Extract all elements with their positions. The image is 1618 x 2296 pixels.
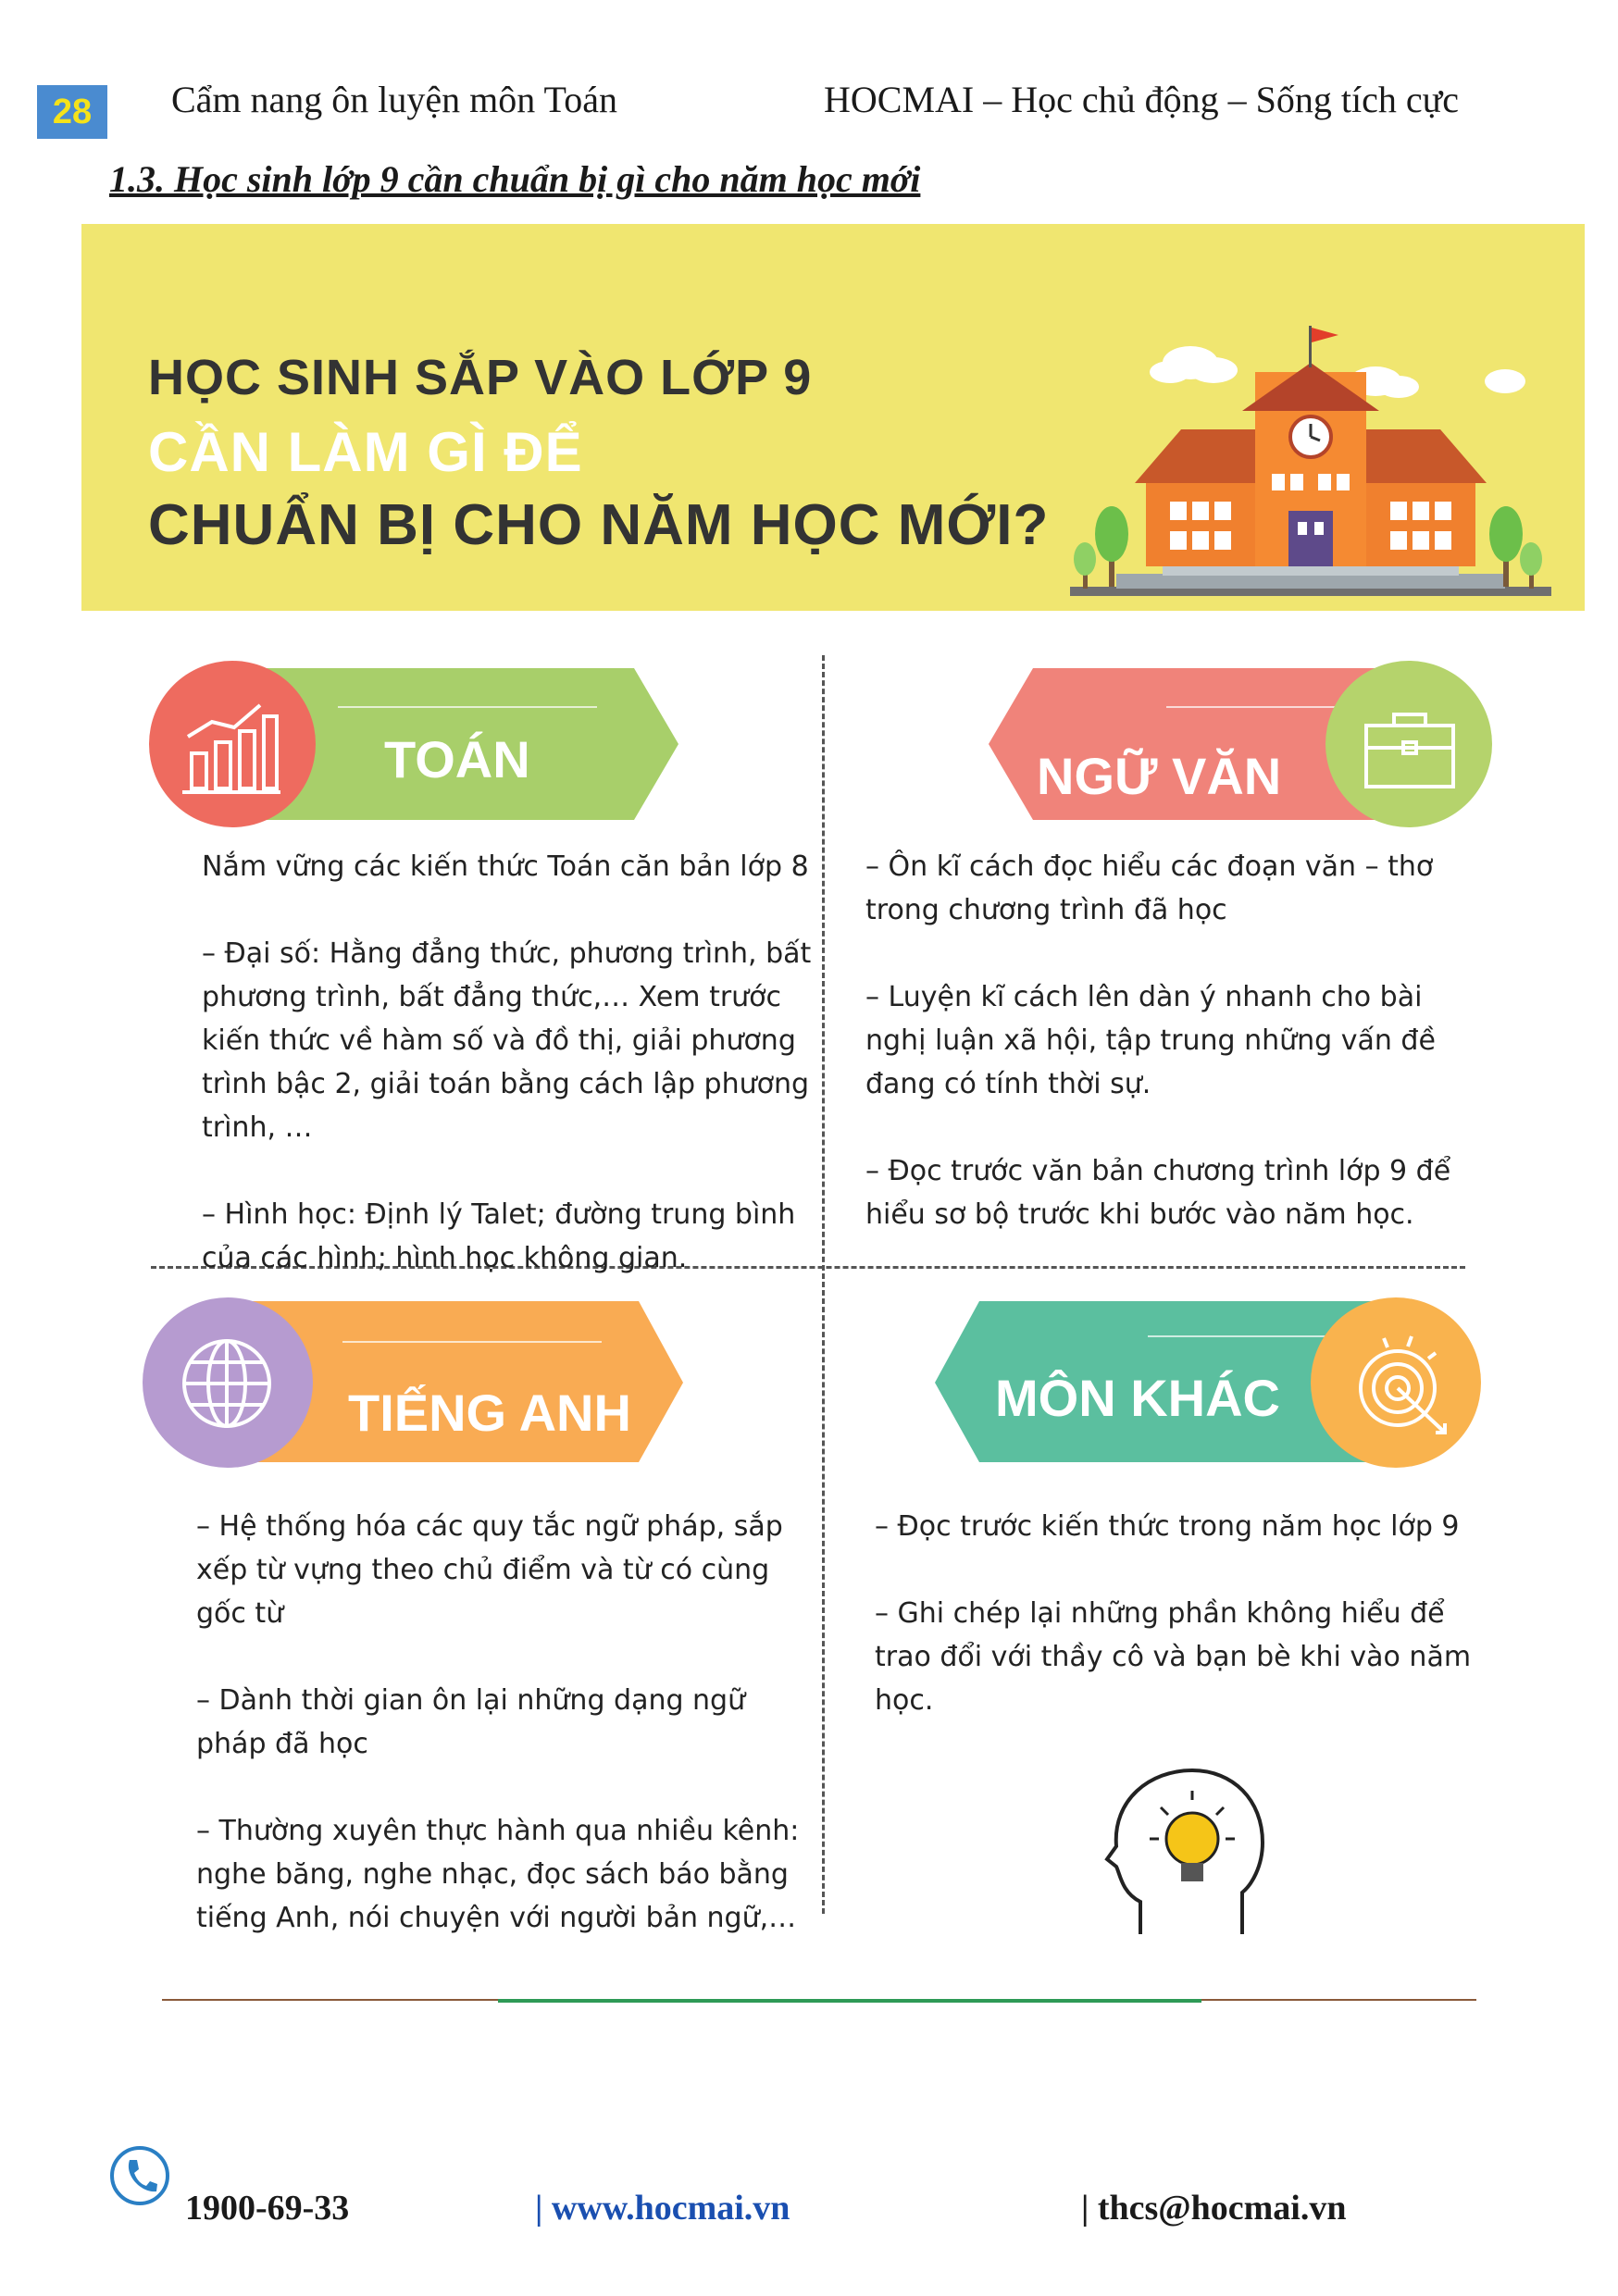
briefcase-icon [1359,703,1461,796]
section-title: 1.3. Học sinh lớp 9 cần chuẩn bị gì cho năm học mới [109,158,921,200]
banner-line-2: CẦN LÀM GÌ ĐỂ [148,421,583,483]
mon-khac-label: MÔN KHÁC [995,1369,1280,1427]
ngu-van-label: NGỮ VĂN [1037,747,1282,805]
tieng-anh-label: TIẾNG ANH [348,1384,631,1442]
tieng-anh-text: – Hệ thống hóa các quy tắc ngữ pháp, sắp xếp từ vựng theo chủ điểm và từ có cùng gốc từ – Dành thời gian ôn lại những dạng ngữ pháp đã học – Thường xuyên thực hành qua nhiều kênh: nghe băng, nghe nhạc, đọc sách báo bằng tiếng Anh, nói chuyện với người bản ngữ,… [196,1510,800,1934]
school-building-icon [1061,326,1561,603]
ngu-van-text: – Ôn kĩ cách đọc hiểu các đoạn văn – thơ trong chương trình đã học – Luyện kĩ cách lên dàn ý nhanh cho bài nghị luận xã hội, tập trung những vấn đề đang có tính thời sự. – Đọc trước văn bản chương trình lớp 9 để hiểu sơ bộ trước khi bước vào năm học. [865,850,1451,1231]
head-lightbulb-icon [1103,1763,1270,1939]
toan-text: Nắm vững các kiến thức Toán căn bản lớp 8 – Đại số: Hằng đẳng thức, phương trình, bất phương trình, bất đẳng thức,… Xem trước kiến thức về hàm số và đồ thị, giải phương trình bậc 2, giải toán bằng cách lập phương trình, … – Hình học: Định lý Talet; đường trung bình của các hình; hình học không gian. [202,850,812,1274]
footer-phone: 1900-69-33 [185,2189,350,2228]
vertical-divider [822,655,825,1914]
banner [81,224,1585,611]
banner-line-1: HỌC SINH SẮP VÀO LỚP 9 [148,350,813,405]
phone-icon [109,2145,170,2206]
footer-email[interactable]: | thcs@hocmai.vn [1081,2189,1347,2228]
header-left-title: Cẩm nang ôn luyện môn Toán [171,79,617,120]
toan-label: TOÁN [384,730,530,788]
footer-rule-accent [498,1999,1201,2003]
target-icon [1347,1333,1458,1444]
page-number: 28 [37,85,107,139]
bar-chart-icon [180,696,282,798]
header-right-title: HOCMAI – Học chủ động – Sống tích cực [824,79,1460,120]
banner-line-3: CHUẨN BỊ CHO NĂM HỌC MỚI? [148,493,1050,557]
globe-icon [176,1333,278,1434]
footer-website[interactable]: | www.hocmai.vn [535,2189,790,2228]
mon-khac-text: – Đọc trước kiến thức trong năm học lớp 9 – Ghi chép lại những phần không hiểu để trao đổi với thầy cô và bạn bè khi vào năm học. [875,1510,1472,1717]
